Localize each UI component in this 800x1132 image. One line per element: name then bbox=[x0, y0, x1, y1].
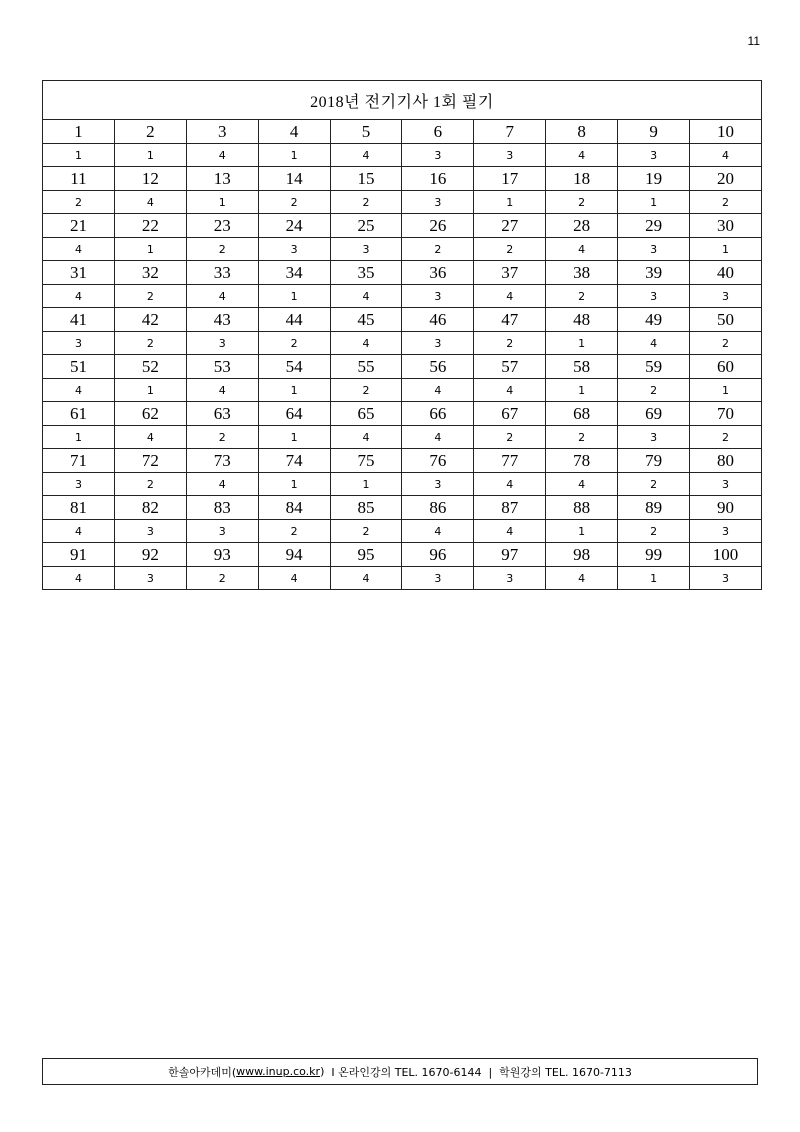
answer-row bbox=[43, 285, 762, 308]
answer-cell: 3 bbox=[402, 567, 474, 590]
question-number-cell: 47 bbox=[474, 308, 546, 332]
answer-cell: 4 bbox=[618, 332, 690, 355]
question-number-cell: 89 bbox=[618, 496, 690, 520]
answer-cell: 4 bbox=[474, 473, 546, 496]
answer-cell: 2 bbox=[690, 332, 762, 355]
question-number-row bbox=[43, 120, 762, 144]
answer-row bbox=[43, 238, 762, 261]
question-number-cell: 71 bbox=[43, 449, 115, 473]
footer-academy: 한솔아카데미( bbox=[168, 1065, 237, 1079]
table-title-row bbox=[43, 81, 762, 120]
question-number-row bbox=[43, 355, 762, 379]
question-number-cell: 7 bbox=[474, 120, 546, 144]
question-number-cell: 20 bbox=[690, 167, 762, 191]
question-number-cell: 15 bbox=[330, 167, 402, 191]
question-number-cell: 50 bbox=[690, 308, 762, 332]
question-number-cell: 29 bbox=[618, 214, 690, 238]
question-number-cell: 54 bbox=[258, 355, 330, 379]
answer-cell: 2 bbox=[618, 379, 690, 402]
question-number-row bbox=[43, 261, 762, 285]
answer-cell: 4 bbox=[474, 379, 546, 402]
answer-cell: 3 bbox=[330, 238, 402, 261]
answer-cell: 4 bbox=[186, 379, 258, 402]
question-number-cell: 23 bbox=[186, 214, 258, 238]
question-number-cell: 87 bbox=[474, 496, 546, 520]
answer-cell: 3 bbox=[402, 191, 474, 214]
question-number-cell: 2 bbox=[114, 120, 186, 144]
answer-cell: 4 bbox=[330, 144, 402, 167]
question-number-cell: 94 bbox=[258, 543, 330, 567]
answer-key-table bbox=[42, 80, 762, 590]
question-number-cell: 1 bbox=[43, 120, 115, 144]
answer-cell: 3 bbox=[402, 473, 474, 496]
question-number-cell: 25 bbox=[330, 214, 402, 238]
answer-cell: 3 bbox=[474, 567, 546, 590]
answer-cell: 2 bbox=[474, 238, 546, 261]
question-number-cell: 80 bbox=[690, 449, 762, 473]
answer-cell: 4 bbox=[114, 426, 186, 449]
question-number-cell: 95 bbox=[330, 543, 402, 567]
answer-cell: 3 bbox=[618, 238, 690, 261]
question-number-cell: 99 bbox=[618, 543, 690, 567]
answer-cell: 2 bbox=[546, 191, 618, 214]
answer-cell: 2 bbox=[618, 520, 690, 543]
question-number-cell: 73 bbox=[186, 449, 258, 473]
question-number-cell: 75 bbox=[330, 449, 402, 473]
answer-cell: 2 bbox=[690, 191, 762, 214]
answer-cell: 2 bbox=[474, 426, 546, 449]
question-number-cell: 60 bbox=[690, 355, 762, 379]
question-number-cell: 98 bbox=[546, 543, 618, 567]
question-number-cell: 36 bbox=[402, 261, 474, 285]
answer-cell: 1 bbox=[618, 567, 690, 590]
question-number-cell: 86 bbox=[402, 496, 474, 520]
question-number-cell: 41 bbox=[43, 308, 115, 332]
answer-cell: 2 bbox=[43, 191, 115, 214]
question-number-row bbox=[43, 449, 762, 473]
answer-cell: 2 bbox=[114, 473, 186, 496]
answer-cell: 2 bbox=[186, 426, 258, 449]
answer-cell: 4 bbox=[186, 473, 258, 496]
question-number-cell: 70 bbox=[690, 402, 762, 426]
answer-cell: 1 bbox=[546, 520, 618, 543]
footer-contact bbox=[42, 1058, 758, 1085]
question-number-cell: 11 bbox=[43, 167, 115, 191]
table-title: 2018년 전기기사 1회 필기 bbox=[43, 81, 762, 120]
question-number-cell: 63 bbox=[186, 402, 258, 426]
answer-cell: 4 bbox=[402, 426, 474, 449]
question-number-cell: 46 bbox=[402, 308, 474, 332]
question-number-cell: 33 bbox=[186, 261, 258, 285]
answer-cell: 4 bbox=[474, 520, 546, 543]
answer-cell: 2 bbox=[546, 426, 618, 449]
answer-cell: 1 bbox=[690, 238, 762, 261]
question-number-cell: 10 bbox=[690, 120, 762, 144]
question-number-cell: 77 bbox=[474, 449, 546, 473]
answer-cell: 1 bbox=[258, 144, 330, 167]
answer-cell: 2 bbox=[186, 238, 258, 261]
answer-cell: 3 bbox=[43, 473, 115, 496]
question-number-cell: 18 bbox=[546, 167, 618, 191]
answer-cell: 2 bbox=[330, 191, 402, 214]
question-number-cell: 51 bbox=[43, 355, 115, 379]
answer-cell: 2 bbox=[258, 332, 330, 355]
answer-cell: 2 bbox=[114, 285, 186, 308]
answer-cell: 4 bbox=[114, 191, 186, 214]
answer-cell: 1 bbox=[258, 426, 330, 449]
question-number-cell: 79 bbox=[618, 449, 690, 473]
answer-cell: 4 bbox=[43, 379, 115, 402]
answer-row bbox=[43, 191, 762, 214]
answer-cell: 4 bbox=[546, 238, 618, 261]
question-number-cell: 64 bbox=[258, 402, 330, 426]
answer-cell: 4 bbox=[258, 567, 330, 590]
answer-cell: 2 bbox=[546, 285, 618, 308]
question-number-cell: 90 bbox=[690, 496, 762, 520]
answer-cell: 3 bbox=[690, 285, 762, 308]
question-number-cell: 40 bbox=[690, 261, 762, 285]
footer-website-link[interactable]: www.inup.co.kr bbox=[236, 1065, 321, 1078]
question-number-cell: 55 bbox=[330, 355, 402, 379]
answer-cell: 3 bbox=[690, 567, 762, 590]
question-number-cell: 53 bbox=[186, 355, 258, 379]
question-number-cell: 66 bbox=[402, 402, 474, 426]
answer-cell: 1 bbox=[690, 379, 762, 402]
answer-cell: 4 bbox=[546, 473, 618, 496]
answer-row bbox=[43, 567, 762, 590]
question-number-cell: 45 bbox=[330, 308, 402, 332]
answer-cell: 1 bbox=[474, 191, 546, 214]
question-number-cell: 97 bbox=[474, 543, 546, 567]
question-number-cell: 43 bbox=[186, 308, 258, 332]
question-number-cell: 42 bbox=[114, 308, 186, 332]
question-number-cell: 30 bbox=[690, 214, 762, 238]
question-number-cell: 38 bbox=[546, 261, 618, 285]
question-number-cell: 68 bbox=[546, 402, 618, 426]
answer-cell: 1 bbox=[186, 191, 258, 214]
answer-cell: 3 bbox=[474, 144, 546, 167]
question-number-cell: 67 bbox=[474, 402, 546, 426]
answer-cell: 2 bbox=[402, 238, 474, 261]
answer-cell: 3 bbox=[618, 144, 690, 167]
page-number: 11 bbox=[747, 34, 760, 48]
answer-cell: 4 bbox=[330, 332, 402, 355]
question-number-cell: 88 bbox=[546, 496, 618, 520]
question-number-cell: 27 bbox=[474, 214, 546, 238]
answer-cell: 1 bbox=[546, 332, 618, 355]
answer-cell: 2 bbox=[258, 191, 330, 214]
question-number-cell: 35 bbox=[330, 261, 402, 285]
question-number-cell: 4 bbox=[258, 120, 330, 144]
question-number-cell: 24 bbox=[258, 214, 330, 238]
answer-cell: 3 bbox=[186, 520, 258, 543]
answer-cell: 2 bbox=[474, 332, 546, 355]
answer-cell: 1 bbox=[258, 285, 330, 308]
question-number-cell: 49 bbox=[618, 308, 690, 332]
question-number-row bbox=[43, 543, 762, 567]
answer-cell: 4 bbox=[546, 567, 618, 590]
question-number-cell: 39 bbox=[618, 261, 690, 285]
question-number-cell: 93 bbox=[186, 543, 258, 567]
question-number-cell: 62 bbox=[114, 402, 186, 426]
question-number-row bbox=[43, 167, 762, 191]
answer-cell: 2 bbox=[330, 520, 402, 543]
answer-cell: 4 bbox=[43, 520, 115, 543]
question-number-cell: 26 bbox=[402, 214, 474, 238]
answer-cell: 3 bbox=[402, 285, 474, 308]
question-number-cell: 16 bbox=[402, 167, 474, 191]
answer-cell: 3 bbox=[114, 567, 186, 590]
question-number-cell: 100 bbox=[690, 543, 762, 567]
answer-cell: 2 bbox=[690, 426, 762, 449]
question-number-cell: 96 bbox=[402, 543, 474, 567]
answer-cell: 4 bbox=[43, 238, 115, 261]
answer-cell: 3 bbox=[114, 520, 186, 543]
question-number-cell: 19 bbox=[618, 167, 690, 191]
question-number-cell: 17 bbox=[474, 167, 546, 191]
answer-cell: 1 bbox=[114, 238, 186, 261]
answer-cell: 3 bbox=[618, 426, 690, 449]
answer-cell: 3 bbox=[258, 238, 330, 261]
answer-cell: 4 bbox=[186, 144, 258, 167]
question-number-cell: 61 bbox=[43, 402, 115, 426]
answer-cell: 2 bbox=[330, 379, 402, 402]
answer-cell: 4 bbox=[330, 426, 402, 449]
question-number-cell: 82 bbox=[114, 496, 186, 520]
answer-cell: 2 bbox=[114, 332, 186, 355]
question-number-cell: 72 bbox=[114, 449, 186, 473]
answer-cell: 4 bbox=[402, 520, 474, 543]
question-number-cell: 44 bbox=[258, 308, 330, 332]
question-number-cell: 76 bbox=[402, 449, 474, 473]
question-number-cell: 37 bbox=[474, 261, 546, 285]
answer-cell: 4 bbox=[43, 567, 115, 590]
question-number-cell: 91 bbox=[43, 543, 115, 567]
answer-cell: 1 bbox=[546, 379, 618, 402]
answer-cell: 1 bbox=[114, 144, 186, 167]
question-number-cell: 14 bbox=[258, 167, 330, 191]
question-number-cell: 32 bbox=[114, 261, 186, 285]
footer-phone-info: I 온라인강의 TEL. 1670-6144 | 학원강의 TEL. 1670-7113 bbox=[324, 1065, 632, 1079]
question-number-row bbox=[43, 402, 762, 426]
answer-cell: 1 bbox=[43, 144, 115, 167]
answer-cell: 3 bbox=[43, 332, 115, 355]
answer-cell: 2 bbox=[186, 567, 258, 590]
answer-cell: 4 bbox=[546, 144, 618, 167]
question-number-cell: 28 bbox=[546, 214, 618, 238]
answer-cell: 4 bbox=[186, 285, 258, 308]
answer-cell: 2 bbox=[618, 473, 690, 496]
question-number-cell: 9 bbox=[618, 120, 690, 144]
question-number-cell: 58 bbox=[546, 355, 618, 379]
answer-cell: 3 bbox=[402, 332, 474, 355]
answer-cell: 3 bbox=[402, 144, 474, 167]
question-number-cell: 92 bbox=[114, 543, 186, 567]
question-number-cell: 12 bbox=[114, 167, 186, 191]
answer-cell: 4 bbox=[474, 285, 546, 308]
question-number-cell: 52 bbox=[114, 355, 186, 379]
answer-row bbox=[43, 332, 762, 355]
question-number-cell: 81 bbox=[43, 496, 115, 520]
footer-close-paren: ) bbox=[320, 1065, 325, 1078]
answer-cell: 4 bbox=[690, 144, 762, 167]
question-number-cell: 69 bbox=[618, 402, 690, 426]
question-number-row bbox=[43, 308, 762, 332]
answer-row bbox=[43, 520, 762, 543]
question-number-cell: 34 bbox=[258, 261, 330, 285]
answer-cell: 1 bbox=[618, 191, 690, 214]
question-number-row bbox=[43, 214, 762, 238]
question-number-cell: 8 bbox=[546, 120, 618, 144]
answer-cell: 3 bbox=[186, 332, 258, 355]
answer-cell: 3 bbox=[618, 285, 690, 308]
question-number-cell: 65 bbox=[330, 402, 402, 426]
question-number-cell: 56 bbox=[402, 355, 474, 379]
question-number-cell: 59 bbox=[618, 355, 690, 379]
answer-row bbox=[43, 426, 762, 449]
answer-cell: 4 bbox=[402, 379, 474, 402]
answer-cell: 1 bbox=[258, 473, 330, 496]
question-number-cell: 5 bbox=[330, 120, 402, 144]
question-number-cell: 78 bbox=[546, 449, 618, 473]
question-number-cell: 74 bbox=[258, 449, 330, 473]
question-number-cell: 31 bbox=[43, 261, 115, 285]
answer-cell: 2 bbox=[258, 520, 330, 543]
answer-row bbox=[43, 473, 762, 496]
question-number-row bbox=[43, 496, 762, 520]
question-number-cell: 6 bbox=[402, 120, 474, 144]
question-number-cell: 85 bbox=[330, 496, 402, 520]
question-number-cell: 21 bbox=[43, 214, 115, 238]
question-number-cell: 48 bbox=[546, 308, 618, 332]
answer-cell: 1 bbox=[330, 473, 402, 496]
question-number-cell: 3 bbox=[186, 120, 258, 144]
question-number-cell: 83 bbox=[186, 496, 258, 520]
answer-cell: 1 bbox=[114, 379, 186, 402]
question-number-cell: 22 bbox=[114, 214, 186, 238]
answer-row bbox=[43, 144, 762, 167]
question-number-cell: 13 bbox=[186, 167, 258, 191]
answer-row bbox=[43, 379, 762, 402]
answer-cell: 4 bbox=[330, 567, 402, 590]
answer-cell: 4 bbox=[43, 285, 115, 308]
question-number-cell: 57 bbox=[474, 355, 546, 379]
answer-cell: 3 bbox=[690, 520, 762, 543]
answer-cell: 4 bbox=[330, 285, 402, 308]
answer-cell: 3 bbox=[690, 473, 762, 496]
question-number-cell: 84 bbox=[258, 496, 330, 520]
answer-cell: 1 bbox=[258, 379, 330, 402]
answer-cell: 1 bbox=[43, 426, 115, 449]
